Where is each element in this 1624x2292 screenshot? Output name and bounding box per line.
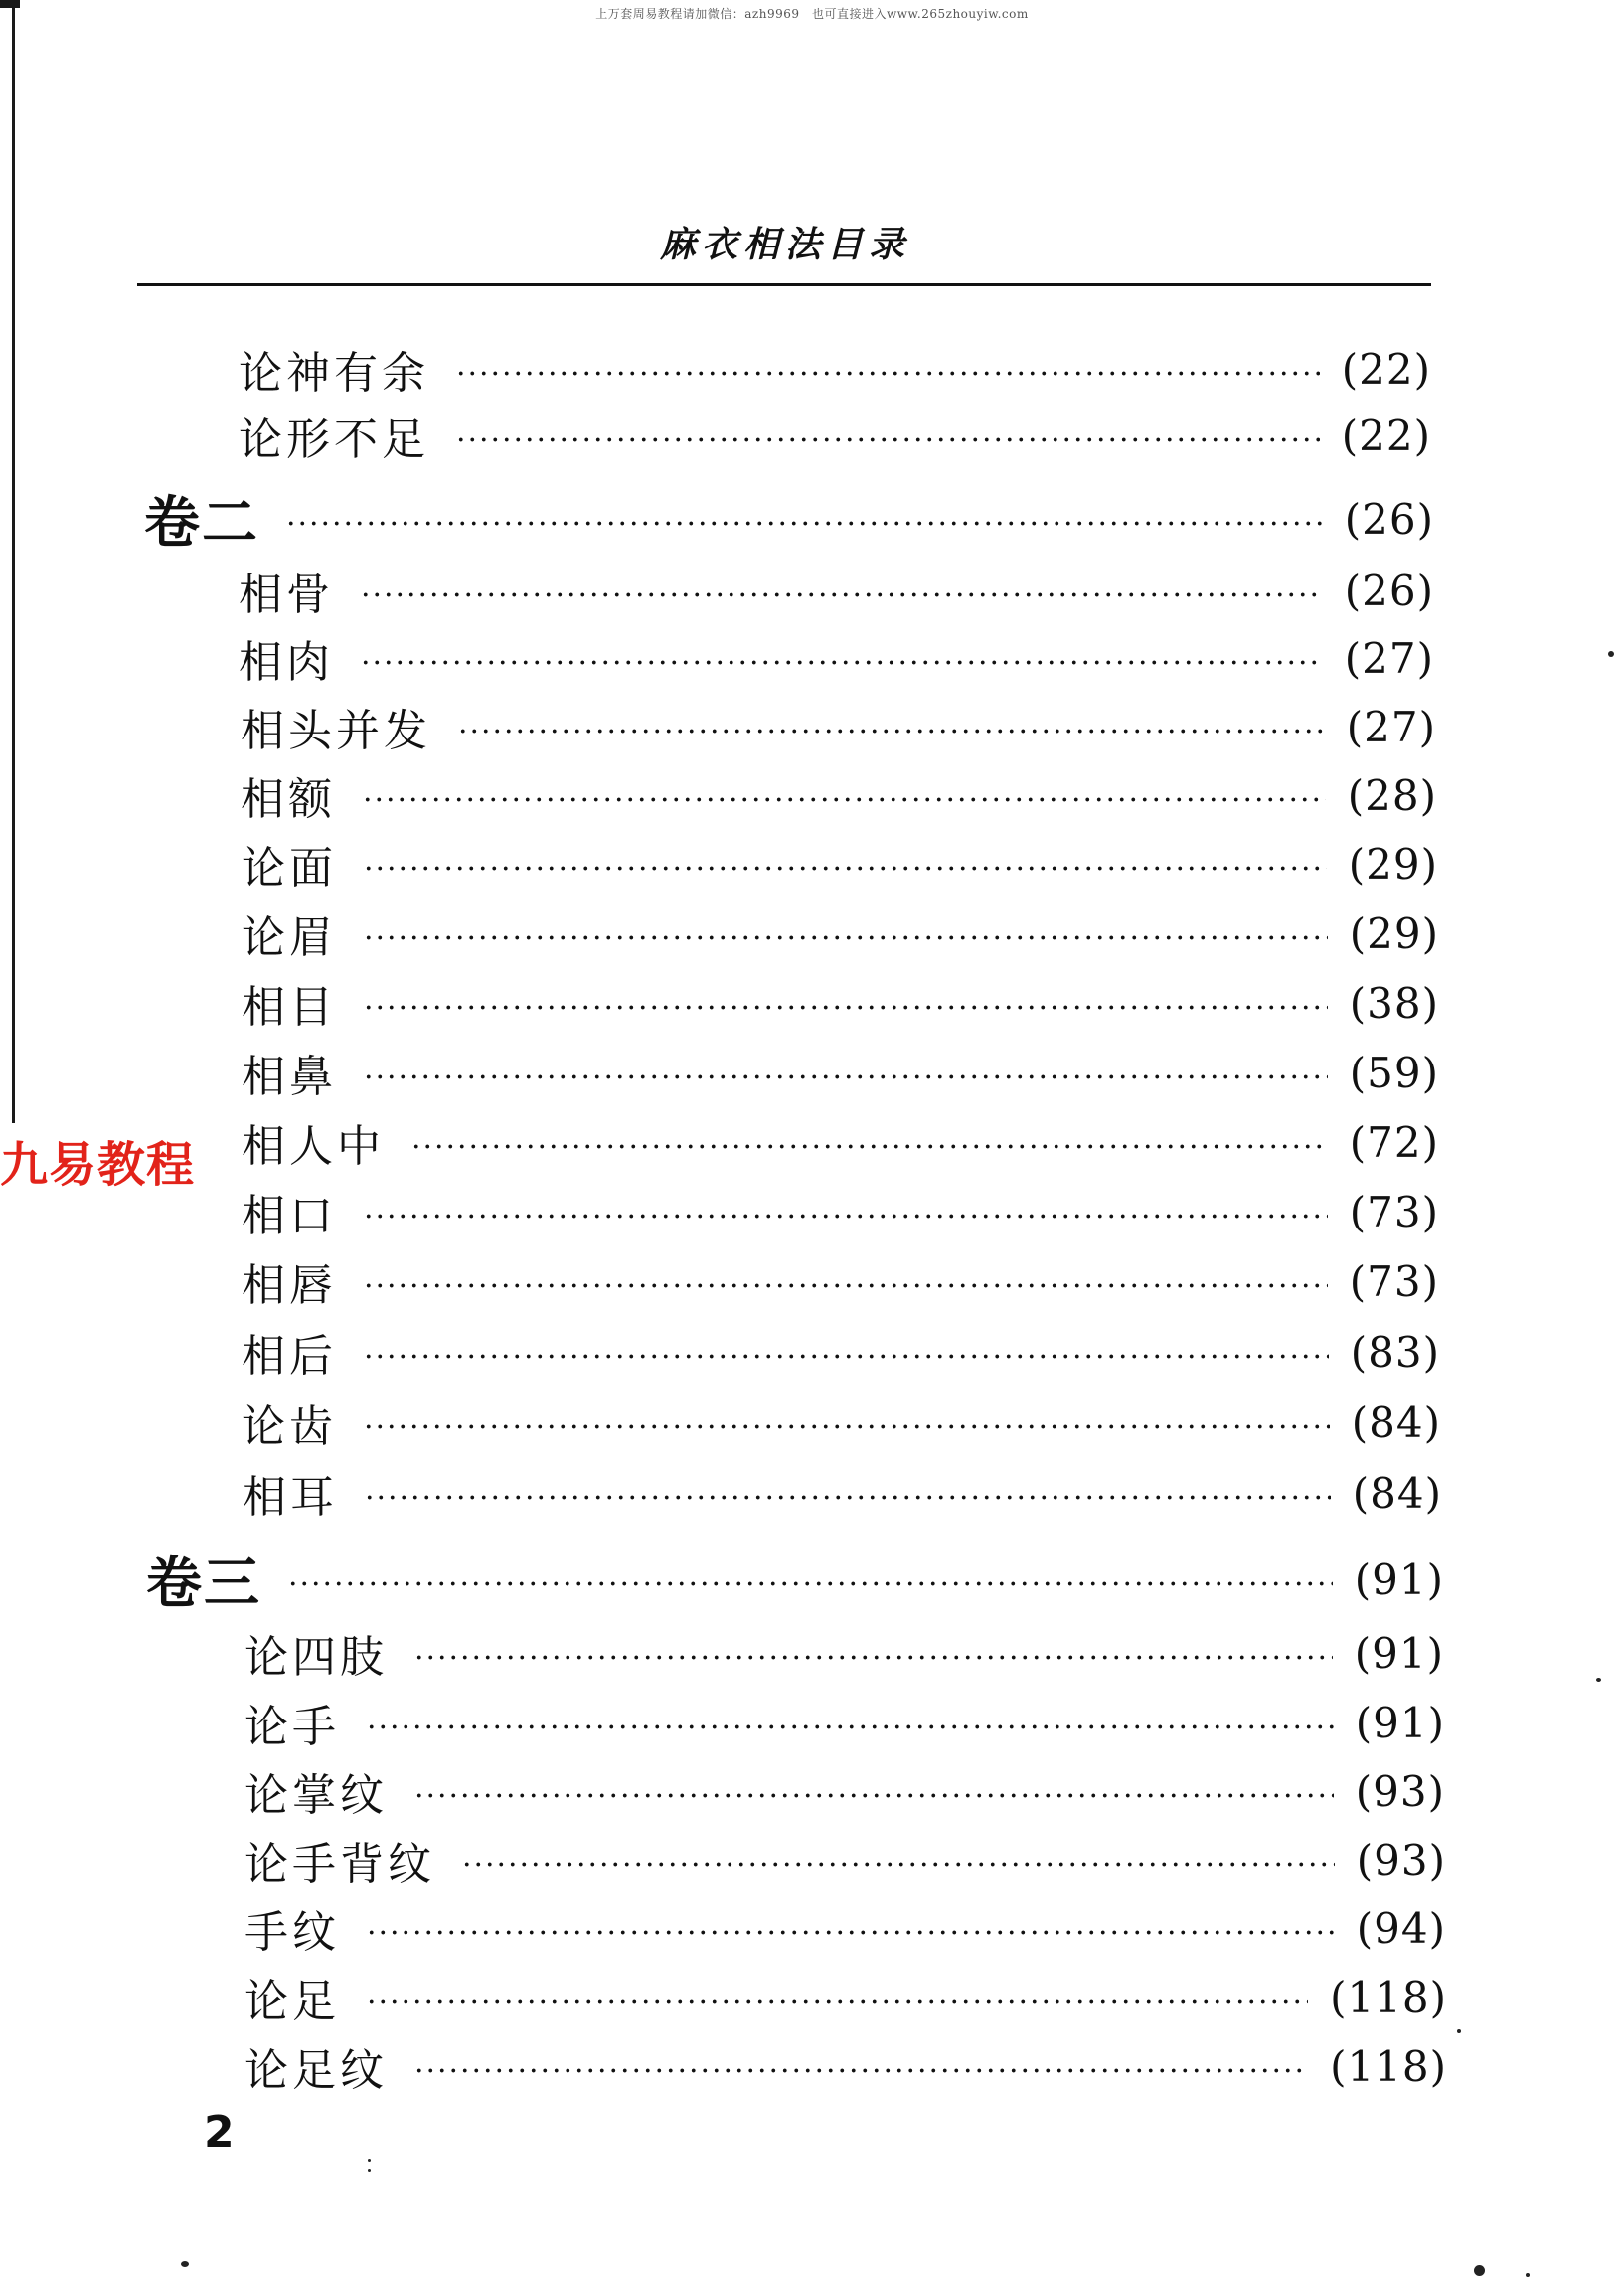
dot-leader <box>363 1424 1330 1429</box>
side-watermark: 九易教程 <box>0 1137 196 1193</box>
toc-row[interactable] <box>239 337 1431 401</box>
toc-row[interactable] <box>242 971 1439 1035</box>
toc-page-number: (83) <box>1350 1327 1440 1377</box>
scan-speck <box>181 2261 189 2267</box>
toc-entry-label: 论四肢 <box>244 1632 388 1683</box>
toc-page-number: (118) <box>1330 2042 1447 2091</box>
toc-page-number: (84) <box>1351 1397 1441 1447</box>
toc-page-number: (26) <box>1344 494 1434 544</box>
scan-page-edge <box>12 0 15 1123</box>
dot-leader <box>363 1354 1329 1359</box>
toc-page-number: (26) <box>1344 566 1434 615</box>
toc-row[interactable] <box>244 1896 1446 1960</box>
toc-page-number: (72) <box>1349 1117 1439 1167</box>
dot-leader <box>360 592 1323 597</box>
toc-page-number: (29) <box>1349 908 1439 958</box>
toc-row[interactable] <box>244 1965 1447 2029</box>
scan-speck <box>1474 2265 1485 2276</box>
toc-page-number: (94) <box>1356 1903 1446 1953</box>
toc-row[interactable] <box>242 1249 1439 1313</box>
toc-row[interactable] <box>244 1621 1444 1685</box>
dot-leader <box>461 1862 1335 1867</box>
toc-row[interactable] <box>242 832 1438 896</box>
toc-row[interactable] <box>244 1759 1445 1823</box>
dot-leader <box>363 935 1328 940</box>
toc-page-number: (73) <box>1349 1256 1439 1306</box>
toc-row[interactable] <box>242 1391 1441 1454</box>
toc-entry-label: 论神有余 <box>239 348 429 399</box>
toc-page-number: (28) <box>1347 770 1437 820</box>
toc-row[interactable] <box>241 763 1437 827</box>
toc-entry-label: 论足 <box>244 1976 340 2027</box>
toc-row[interactable] <box>239 626 1434 690</box>
toc-entry-label: 相后 <box>242 1331 337 1382</box>
scan-speck <box>368 2159 371 2162</box>
toc-entry-label: 相头并发 <box>241 706 431 756</box>
toc-chapter-label: 卷二 <box>144 490 259 556</box>
toc-row[interactable] <box>242 1320 1440 1384</box>
toc-page-number: (93) <box>1356 1835 1446 1884</box>
dot-leader <box>363 1283 1328 1288</box>
header-rule <box>137 283 1431 286</box>
toc-page-number: (93) <box>1355 1766 1445 1816</box>
scan-speck <box>1596 1678 1601 1682</box>
dot-leader <box>455 437 1320 442</box>
toc-row[interactable] <box>243 1461 1442 1525</box>
dot-leader <box>360 660 1323 665</box>
dot-leader <box>413 1793 1334 1798</box>
toc-entry-label: 论手背纹 <box>244 1839 435 1889</box>
scan-speck <box>368 2169 371 2172</box>
toc-chapter-label: 卷三 <box>146 1551 261 1616</box>
toc-entry-label: 相口 <box>242 1191 337 1241</box>
toc-entry-label: 相肉 <box>239 637 334 688</box>
dot-leader <box>363 866 1327 871</box>
toc-row[interactable] <box>242 1041 1439 1104</box>
toc-row[interactable] <box>242 901 1439 965</box>
dot-leader <box>366 1724 1334 1729</box>
toc-entry-label: 相耳 <box>243 1472 338 1523</box>
toc-page-number: (91) <box>1354 1628 1444 1678</box>
toc-entry-label: 论掌纹 <box>244 1770 388 1821</box>
toc-row[interactable] <box>242 1180 1439 1243</box>
toc-chapter-row[interactable] <box>144 487 1434 556</box>
toc-page-number: (118) <box>1330 1972 1447 2022</box>
toc-page-number: (27) <box>1346 702 1436 751</box>
dot-leader <box>410 1144 1328 1149</box>
toc-entry-label: 相唇 <box>242 1260 337 1311</box>
toc-row[interactable] <box>239 404 1431 467</box>
toc-entry-label: 相目 <box>242 982 337 1033</box>
toc-row[interactable] <box>239 559 1434 622</box>
dot-leader <box>413 2068 1308 2073</box>
toc-page-number: (91) <box>1354 1555 1444 1604</box>
toc-page-number: (27) <box>1344 633 1434 683</box>
scan-speck <box>1608 651 1614 657</box>
dot-leader <box>455 371 1320 376</box>
toc-entry-label: 论齿 <box>242 1401 337 1452</box>
toc-entry-label: 相鼻 <box>242 1052 337 1102</box>
toc-chapter-row[interactable] <box>146 1548 1444 1616</box>
toc-row[interactable] <box>241 695 1436 758</box>
toc-row[interactable] <box>244 1828 1446 1891</box>
toc-page-number: (59) <box>1349 1048 1439 1097</box>
dot-leader <box>363 1005 1328 1010</box>
toc-entry-label: 论手 <box>244 1702 340 1752</box>
toc-entry-label: 论足纹 <box>244 2046 388 2096</box>
dot-leader <box>363 1214 1328 1219</box>
toc-entry-label: 相人中 <box>242 1121 385 1172</box>
scan-speck <box>1526 2273 1530 2277</box>
dot-leader <box>457 729 1325 734</box>
toc-entry-label: 相额 <box>241 774 336 825</box>
toc-page-number: (22) <box>1341 344 1431 394</box>
toc-page-number: (91) <box>1355 1698 1445 1747</box>
toc-entry-label: 相骨 <box>239 570 334 620</box>
dot-leader <box>413 1655 1333 1660</box>
toc-page-number: (73) <box>1349 1187 1439 1236</box>
page-number: 2 <box>204 2107 235 2158</box>
toc-row[interactable] <box>244 1691 1445 1754</box>
top-watermark: 上万套周易教程请加微信：azh9969 也可直接进入www.265zhouyiw.com <box>595 7 1029 21</box>
toc-page-number: (38) <box>1349 978 1439 1028</box>
toc-entry-label: 手纹 <box>244 1907 340 1958</box>
toc-row[interactable] <box>242 1110 1439 1174</box>
toc-page-number: (84) <box>1352 1468 1442 1518</box>
dot-leader <box>366 1999 1308 2004</box>
dot-leader <box>287 1581 1333 1586</box>
dot-leader <box>362 797 1326 802</box>
toc-row[interactable] <box>244 2035 1447 2098</box>
scan-speck <box>1457 2029 1461 2033</box>
toc-entry-label: 论眉 <box>242 912 337 963</box>
dot-leader <box>366 1930 1335 1935</box>
dot-leader <box>285 521 1323 526</box>
toc-entry-label: 论形不足 <box>239 414 429 465</box>
dot-leader <box>364 1495 1331 1500</box>
toc-page-number: (22) <box>1341 410 1431 460</box>
toc-page-number: (29) <box>1348 839 1438 889</box>
running-header: 麻衣相法目录 <box>659 224 910 265</box>
toc-entry-label: 论面 <box>242 843 337 894</box>
dot-leader <box>363 1074 1328 1079</box>
